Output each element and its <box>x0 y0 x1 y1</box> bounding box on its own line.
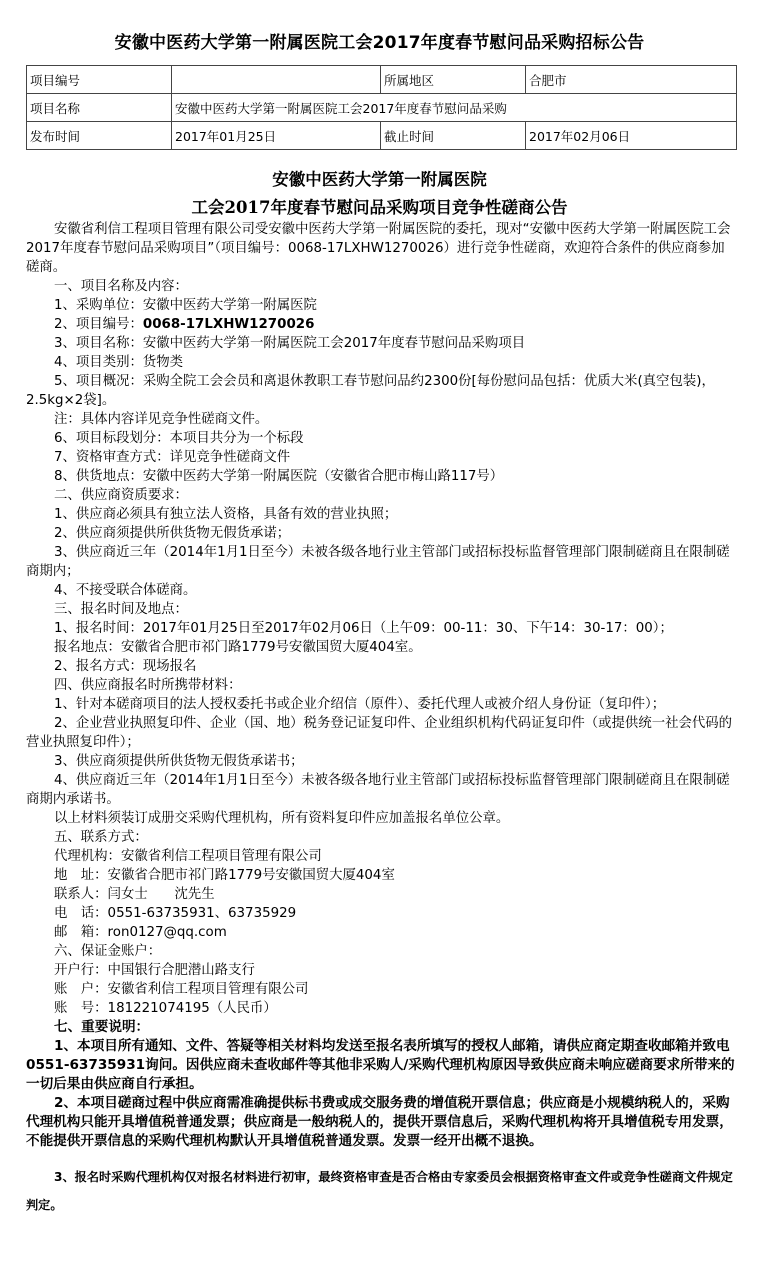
s5-email: 邮 箱：ron0127@qq.com <box>54 925 227 940</box>
table-row <box>27 122 737 150</box>
s6-bank: 开户行：中国银行合肥潜山路支行 <box>54 963 255 978</box>
s1-item-7: 7、资格审查方式：详见竞争性磋商文件 <box>54 450 291 465</box>
s4-item-1: 1、针对本磋商项目的法人授权委托书或企业介绍信（原件）、委托代理人或被介绍人身份证（复印件）； <box>54 697 666 712</box>
section-4-title: 四、供应商报名时所携带材料： <box>54 678 242 693</box>
s7-item-2: 2、本项目磋商过程中供应商需准确提供标书费或成交服务费的增值税开票信息；供应商是小规模纳税人的，采购代理机构只能开具增值税普通发票；供应商是一般纳税人的，提供开票信息后，采购代理机构将开具增值税专用发票，不能提供开票信息的采购代理机构默认开具增值税普通发票。发票一经开出概不退换。 <box>26 1095 733 1149</box>
section-1-title: 一、项目名称及内容： <box>54 279 188 294</box>
s6-account-name: 账 户：安徽省利信工程项目管理有限公司 <box>54 982 309 997</box>
s4-ending: 以上材料须装订成册交采购代理机构，所有资料复印件应加盖报名单位公章。 <box>54 811 510 826</box>
section-5-title: 五、联系方式： <box>54 830 148 845</box>
s1-item-8: 8、供货地点：安徽中医药大学第一附属医院（安徽省合肥市梅山路117号） <box>54 469 504 484</box>
s2-item-3: 3、供应商近三年（2014年1月1日至今）未被各级各地行业主管部门或招标投标监督管理部门限制磋商且在限制磋商期内； <box>26 545 730 579</box>
s1-item-3: 3、项目名称：安徽中医药大学第一附属医院工会2017年度春节慰问品采购项目 <box>54 336 526 351</box>
s4-item-2: 2、企业营业执照复印件、企业（国、地）税务登记证复印件、企业组织机构代码证复印件（或提供统一社会代码的营业执照复印件）； <box>26 716 733 750</box>
s5-phone: 电 话：0551-63735931、63735929 <box>54 906 297 921</box>
s7-item-1: 1、本项目所有通知、文件、答疑等相关材料均发送至报名表所填写的授权人邮箱，请供应商定期查收邮箱并致电0551-63735931询问。因供应商未查收邮件等其他非采购人/采购代理机构原因导致供应商未响应磋商要求所带来的一切后果由供应商自行承担。 <box>26 1038 735 1092</box>
table-row <box>27 66 737 94</box>
project-info-table <box>26 65 737 150</box>
doc-heading-line1: 安徽中医药大学第一附属医院 <box>272 170 487 189</box>
s3-place: 报名地点：安徽省合肥市祁门路1779号安徽国贸大厦404室。 <box>54 640 422 655</box>
deadline-value: 2017年02月06日 <box>526 122 737 150</box>
s4-item-3: 3、供应商须提供所供货物无假货承诺书； <box>54 754 304 769</box>
s2-item-1: 1、供应商必须具有独立法人资格，具备有效的营业执照； <box>54 507 398 522</box>
project-no-value <box>172 66 381 94</box>
s1-item-2-code: 0068-17LXHW1270026 <box>142 317 315 332</box>
s1-item-2 <box>26 315 738 334</box>
intro-paragraph: 安徽省利信工程项目管理有限公司受安徽中医药大学第一附属医院的委托，现对“安徽中医药大学第一附属医院工会2017年度春节慰问品采购项目”（项目编号：0068-17LXHW1270026）进行竞争性磋商，欢迎符合条件的供应商参加磋商。 <box>26 222 731 275</box>
section-3-title: 三、报名时间及地点： <box>54 602 188 617</box>
s2-item-2: 2、供应商须提供所供货物无假货承诺； <box>54 526 291 541</box>
project-name-value: 安徽中医药大学第一附属医院工会2017年度春节慰问品采购 <box>172 94 737 122</box>
s7-item-3: 3、报名时采购代理机构仅对报名材料进行初审，最终资格审查是否合格由专家委员会根据资格审查文件或竞争性磋商文件规定判定。 <box>26 1170 733 1212</box>
section-7-title: 七、重要说明： <box>54 1019 150 1035</box>
announcement-body <box>26 220 738 1151</box>
s1-item-2-label: 2、项目编号： <box>54 317 143 332</box>
doc-heading-line2: 工会2017年度春节慰问品采购项目竞争性磋商公告 <box>191 198 568 217</box>
s4-item-4: 4、供应商近三年（2014年1月1日至今）未被各级各地行业主管部门或招标投标监督管理部门限制磋商且在限制磋商期内承诺书。 <box>26 773 730 807</box>
s6-account-no: 账 号：181221074195（人民币） <box>54 1001 277 1016</box>
section-6-title: 六、保证金账户： <box>54 944 162 959</box>
region-label: 所属地区 <box>381 66 526 94</box>
s1-item-5: 5、项目概况：采购全院工会会员和离退休教职工春节慰问品约2300份[每份慰问品包括：优质大米(真空包装)，2.5kg×2袋]。 <box>26 374 715 408</box>
region-value: 合肥市 <box>526 66 737 94</box>
deadline-label: 截止时间 <box>381 122 526 150</box>
s5-contact: 联系人：闫女士 沈先生 <box>54 887 215 902</box>
s5-address: 地 址：安徽省合肥市祁门路1779号安徽国贸大厦404室 <box>54 868 395 883</box>
s1-item-1: 1、采购单位：安徽中医药大学第一附属医院 <box>54 298 317 313</box>
s2-item-4: 4、不接受联合体磋商。 <box>54 583 197 598</box>
s1-item-4: 4、项目类别：货物类 <box>54 355 184 370</box>
s3-item-2: 2、报名方式：现场报名 <box>54 659 197 674</box>
s7-item-3-block <box>26 1163 738 1219</box>
s3-item-1: 1、报名时间：2017年01月25日至2017年02月06日（上午09：00-11：30、下午14：30-17：00）； <box>54 621 673 636</box>
s5-agency: 代理机构：安徽省利信工程项目管理有限公司 <box>54 849 322 864</box>
section-2-title: 二、供应商资质要求： <box>54 488 188 503</box>
publish-time-value: 2017年01月25日 <box>172 122 381 150</box>
s1-note: 注：具体内容详见竞争性磋商文件。 <box>54 412 269 427</box>
page-title: 安徽中医药大学第一附属医院工会2017年度春节慰问品采购招标公告 <box>114 33 645 53</box>
table-row <box>27 94 737 122</box>
project-name-label: 项目名称 <box>27 94 172 122</box>
s1-item-6: 6、项目标段划分：本项目共分为一个标段 <box>54 431 304 446</box>
project-no-label: 项目编号 <box>27 66 172 94</box>
publish-time-label: 发布时间 <box>27 122 172 150</box>
